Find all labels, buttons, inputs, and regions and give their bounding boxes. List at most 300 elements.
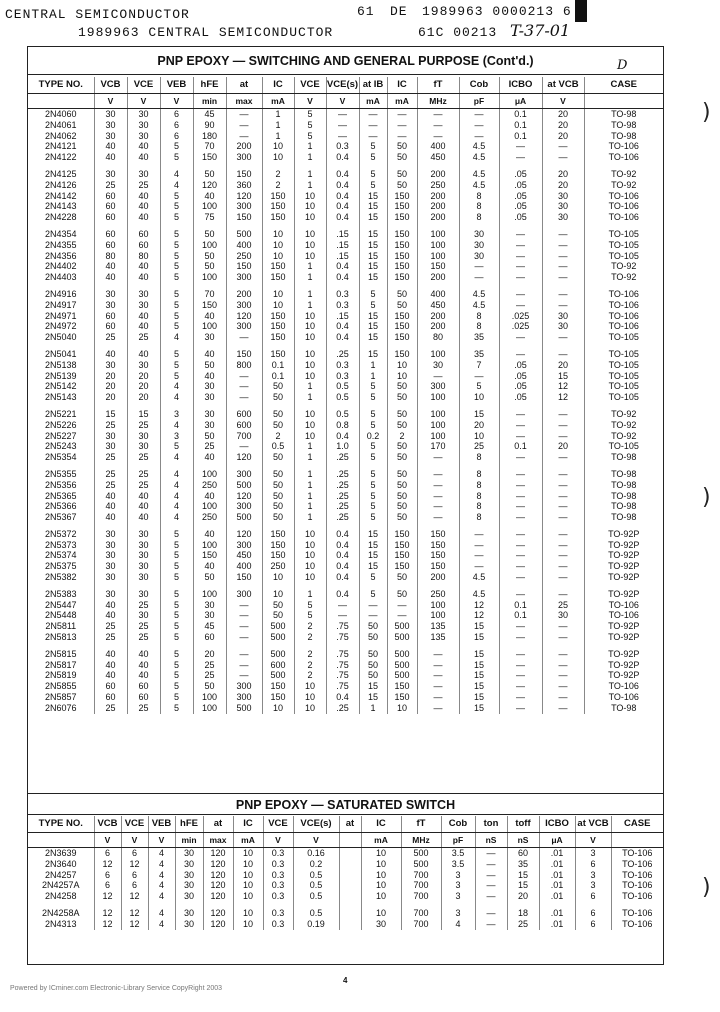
value-cell: 300 [226, 201, 262, 212]
value-cell: 25 [127, 180, 160, 191]
value-cell: 40 [94, 349, 127, 360]
unit-cell: V [94, 94, 127, 109]
value-cell: — [226, 392, 262, 403]
value-cell: — [459, 272, 499, 283]
value-cell: 20 [94, 371, 127, 382]
value-cell: 15 [359, 191, 387, 202]
part-number-cell: 2N5367 [44, 512, 77, 523]
value-cell: 5 [359, 392, 387, 403]
value-cell: 40 [193, 371, 226, 382]
value-cell: 5 [359, 589, 387, 600]
value-cell: 4 [148, 870, 175, 881]
value-cell: 700 [401, 870, 441, 881]
part-number-cell: 2N4125 [44, 168, 77, 179]
value-cell: .05 [499, 212, 542, 223]
value-cell: 10 [294, 321, 326, 332]
value-cell: — [499, 529, 542, 540]
value-cell: 400 [417, 289, 459, 300]
table-row [28, 109, 663, 120]
table-row [28, 919, 663, 930]
value-cell: 450 [226, 550, 262, 561]
value-cell: 150 [387, 311, 417, 322]
value-cell: 5 [160, 703, 193, 714]
table-row [28, 908, 663, 919]
part-number-cell: 2N5139 [44, 370, 77, 381]
value-cell: 50 [387, 141, 417, 152]
value-cell: 10 [361, 859, 401, 870]
value-cell: 5 [160, 229, 193, 240]
value-cell: 150 [226, 349, 262, 360]
value-cell: 10 [262, 152, 294, 163]
value-cell: 450 [417, 152, 459, 163]
value-cell: — [499, 272, 542, 283]
value-cell: 4 [160, 332, 193, 343]
unit-cell: pF [459, 94, 499, 109]
value-cell: — [226, 649, 262, 660]
value-cell: 50 [387, 441, 417, 452]
value-cell: 200 [226, 141, 262, 152]
part-number-cell: 2N4228 [44, 212, 77, 223]
value-cell: 50 [262, 610, 294, 621]
part-number-cell: 2N5373 [44, 539, 77, 550]
value-cell: 50 [193, 681, 226, 692]
value-cell: TO-92P [584, 561, 663, 572]
value-cell: .05 [499, 191, 542, 202]
value-cell: 4.5 [459, 152, 499, 163]
table-row [28, 561, 663, 572]
table-row [28, 589, 663, 600]
value-cell: 20 [459, 420, 499, 431]
value-cell: 150 [262, 550, 294, 561]
value-cell: — [542, 703, 584, 714]
value-cell: 0.3 [326, 300, 359, 311]
value-cell: 30 [94, 131, 127, 142]
value-cell: .25 [326, 512, 359, 523]
value-cell: 10 [262, 300, 294, 311]
value-cell: 60 [193, 632, 226, 643]
part-number-cell: 2N4142 [44, 190, 77, 201]
value-cell: 0.4 [326, 321, 359, 332]
value-cell: 500 [387, 621, 417, 632]
value-cell: 10 [361, 848, 401, 859]
value-cell: 0.3 [263, 891, 293, 902]
value-cell: 12 [121, 891, 148, 902]
value-cell: 30 [193, 381, 226, 392]
value-cell: 300 [226, 681, 262, 692]
value-cell: 50 [262, 512, 294, 523]
value-cell: — [542, 550, 584, 561]
value-cell: 10 [294, 409, 326, 420]
value-cell: 25 [127, 703, 160, 714]
value-cell: 30 [193, 332, 226, 343]
value-cell: 4 [441, 919, 475, 930]
value-cell: 15 [542, 371, 584, 382]
value-cell: 500 [401, 848, 441, 859]
value-cell: 20 [542, 441, 584, 452]
header-cell: at [339, 816, 361, 833]
table-row [28, 289, 663, 300]
value-cell: 100 [417, 409, 459, 420]
value-cell: — [499, 300, 542, 311]
value-cell: 0.5 [262, 441, 294, 452]
value-cell: 20 [542, 169, 584, 180]
value-cell: — [499, 409, 542, 420]
value-cell: TO-105 [584, 229, 663, 240]
value-cell: — [226, 600, 262, 611]
value-cell: 60 [94, 201, 127, 212]
table-row [28, 311, 663, 322]
value-cell: 15 [359, 272, 387, 283]
value-cell: 40 [193, 529, 226, 540]
value-cell: TO-106 [611, 919, 663, 930]
value-cell: — [499, 480, 542, 491]
value-cell: 10 [233, 919, 263, 930]
value-cell: 150 [387, 529, 417, 540]
value-cell: 50 [262, 501, 294, 512]
value-cell: 25 [127, 632, 160, 643]
value-cell: 0.1 [499, 109, 542, 120]
header-cell: VCB [94, 77, 127, 94]
value-cell: 40 [94, 660, 127, 671]
part-number-cell: 2N4402 [44, 261, 77, 272]
value-cell: 150 [262, 311, 294, 322]
unit-cell: mA [361, 833, 401, 848]
table-row [28, 880, 663, 891]
value-cell: TO-106 [584, 300, 663, 311]
value-cell: 5 [359, 300, 387, 311]
value-cell: 1 [294, 272, 326, 283]
value-cell: 10 [294, 550, 326, 561]
value-cell: .05 [499, 201, 542, 212]
value-cell: 25 [127, 420, 160, 431]
table-row [28, 240, 663, 251]
unit-cell: min [193, 94, 226, 109]
header-cell: TYPE NO. [28, 816, 94, 833]
value-cell: — [542, 332, 584, 343]
part-number-cell: 2N4972 [44, 321, 77, 332]
value-cell: 10 [233, 859, 263, 870]
value-cell: — [499, 452, 542, 463]
header-cell: VCE [121, 816, 148, 833]
table-row [28, 610, 663, 621]
table-row [28, 491, 663, 502]
value-cell: 5 [359, 491, 387, 502]
value-cell: — [542, 229, 584, 240]
value-cell: TO-106 [611, 859, 663, 870]
value-cell: .15 [326, 229, 359, 240]
unit-cell [339, 833, 361, 848]
value-cell: 40 [127, 649, 160, 660]
table-row [28, 431, 663, 442]
part-number-cell: 2N5372 [44, 528, 77, 539]
value-cell: 5 [160, 632, 193, 643]
table1-body [28, 109, 663, 714]
punch-mark-2: ) [702, 485, 711, 510]
value-cell: 50 [193, 572, 226, 583]
value-cell: 150 [262, 692, 294, 703]
value-cell: 5 [160, 589, 193, 600]
value-cell: 150 [226, 169, 262, 180]
value-cell: 30 [127, 529, 160, 540]
value-cell: 30 [94, 441, 127, 452]
datasheet-frame [27, 46, 664, 965]
value-cell: 25 [127, 600, 160, 611]
value-cell: 5 [160, 550, 193, 561]
value-cell: 10 [361, 908, 401, 919]
value-cell: 5 [359, 480, 387, 491]
table-row [28, 632, 663, 643]
value-cell: 5 [160, 272, 193, 283]
value-cell: 300 [226, 692, 262, 703]
value-cell: 4 [148, 891, 175, 902]
value-cell: .25 [326, 491, 359, 502]
value-cell: 50 [387, 381, 417, 392]
value-cell: 12 [94, 919, 121, 930]
value-cell: — [499, 251, 542, 262]
value-cell: 150 [262, 261, 294, 272]
value-cell: — [459, 120, 499, 131]
unit-cell [584, 94, 663, 109]
value-cell: 150 [262, 529, 294, 540]
value-cell: 25 [193, 660, 226, 671]
value-cell: 6 [121, 870, 148, 881]
table-row [28, 360, 663, 371]
value-cell: 120 [203, 880, 233, 891]
value-cell: — [326, 109, 359, 120]
value-cell: 75 [193, 212, 226, 223]
part-number-cell: 2N5813 [44, 632, 77, 643]
value-cell: 12 [542, 381, 584, 392]
value-cell: 30 [94, 300, 127, 311]
value-cell: 4 [148, 859, 175, 870]
value-cell: 10 [459, 431, 499, 442]
table-row [28, 261, 663, 272]
value-cell: 2 [294, 649, 326, 660]
value-cell: — [499, 512, 542, 523]
header-cell: fT [401, 816, 441, 833]
value-cell: 4 [148, 908, 175, 919]
value-cell: — [499, 621, 542, 632]
punch-mark-3: ) [702, 875, 711, 900]
value-cell: TO-98 [584, 469, 663, 480]
value-cell: 150 [387, 201, 417, 212]
value-cell: 200 [226, 289, 262, 300]
value-cell: 40 [193, 311, 226, 322]
value-cell: 30 [175, 919, 203, 930]
value-cell: 40 [127, 191, 160, 202]
value-cell: — [542, 561, 584, 572]
value-cell: 30 [193, 610, 226, 621]
value-cell: — [226, 670, 262, 681]
value-cell: 30 [94, 572, 127, 583]
value-cell: 4 [160, 452, 193, 463]
value-cell: 0.4 [326, 332, 359, 343]
value-cell: — [499, 261, 542, 272]
value-cell: 0.4 [326, 529, 359, 540]
value-cell: 40 [127, 311, 160, 322]
value-cell: 50 [193, 431, 226, 442]
value-cell: 500 [387, 670, 417, 681]
header-cell: ton [475, 816, 507, 833]
value-cell: TO-105 [584, 381, 663, 392]
unit-cell: nS [475, 833, 507, 848]
value-cell: .75 [326, 660, 359, 671]
value-cell: 5 [359, 409, 387, 420]
value-cell: 200 [417, 212, 459, 223]
value-cell: TO-98 [584, 120, 663, 131]
value-cell: 30 [94, 589, 127, 600]
value-cell: 0.2 [293, 859, 339, 870]
value-cell: 0.4 [326, 589, 359, 600]
unit-cell: V [542, 94, 584, 109]
value-cell: 30 [127, 109, 160, 120]
value-cell: 5 [294, 109, 326, 120]
value-cell: .25 [326, 501, 359, 512]
value-cell: 120 [226, 491, 262, 502]
value-cell: TO-106 [584, 141, 663, 152]
table-row [28, 529, 663, 540]
value-cell: 150 [226, 261, 262, 272]
value-cell: 30 [459, 229, 499, 240]
value-cell: 10 [262, 703, 294, 714]
value-cell: .15 [326, 311, 359, 322]
value-cell: 30 [94, 360, 127, 371]
table-row [28, 201, 663, 212]
value-cell: 120 [226, 311, 262, 322]
value-cell: — [499, 501, 542, 512]
value-cell: 40 [193, 191, 226, 202]
value-cell: 100 [417, 600, 459, 611]
value-cell: 5 [294, 131, 326, 142]
value-cell: TO-92P [584, 572, 663, 583]
value-cell: 30 [127, 540, 160, 551]
value-cell: 200 [417, 321, 459, 332]
value-cell: — [542, 540, 584, 551]
value-cell: 6 [94, 880, 121, 891]
value-cell: 0.5 [326, 392, 359, 403]
value-cell: 0.1 [499, 441, 542, 452]
value-cell: 15 [359, 261, 387, 272]
value-cell: 20 [507, 891, 539, 902]
value-cell: 5 [160, 441, 193, 452]
table-row [28, 452, 663, 463]
value-cell: — [499, 703, 542, 714]
value-cell: 1 [294, 169, 326, 180]
value-cell: 10 [294, 703, 326, 714]
value-cell: 600 [226, 420, 262, 431]
unit-cell: mA [387, 94, 417, 109]
value-cell: 5 [160, 572, 193, 583]
value-cell: 50 [193, 360, 226, 371]
value-cell: TO-92P [584, 540, 663, 551]
value-cell: 8 [459, 191, 499, 202]
value-cell: — [226, 660, 262, 671]
value-cell: TO-106 [584, 610, 663, 621]
value-cell: 12 [94, 908, 121, 919]
value-cell: 10 [361, 891, 401, 902]
value-cell: 100 [417, 349, 459, 360]
value-cell: 100 [417, 229, 459, 240]
value-cell: — [417, 501, 459, 512]
part-number-cell: 2N5815 [44, 648, 77, 659]
value-cell: 25 [127, 452, 160, 463]
part-number-cell: 2N4356 [44, 250, 77, 261]
value-cell: — [459, 529, 499, 540]
part-number-cell: 2N5365 [44, 490, 77, 501]
table1-units-row [28, 94, 663, 109]
value-cell: 5 [160, 261, 193, 272]
value-cell: 5 [160, 141, 193, 152]
part-number-cell: 2N5355 [44, 468, 77, 479]
value-cell: 8 [459, 469, 499, 480]
value-cell: 10 [262, 251, 294, 262]
value-cell: .75 [326, 621, 359, 632]
value-cell: 100 [193, 321, 226, 332]
value-cell: 0.5 [293, 870, 339, 881]
value-cell: 5 [359, 420, 387, 431]
value-cell: — [417, 692, 459, 703]
value-cell: 15 [459, 670, 499, 681]
part-number-cell: 2N4257 [44, 869, 77, 880]
value-cell: 50 [387, 589, 417, 600]
table-row [28, 120, 663, 131]
value-cell: TO-105 [584, 251, 663, 262]
table-row [28, 692, 663, 703]
value-cell: 135 [417, 621, 459, 632]
value-cell: 40 [193, 349, 226, 360]
value-cell: 50 [262, 409, 294, 420]
value-cell: TO-106 [584, 289, 663, 300]
value-cell: 3 [441, 880, 475, 891]
value-cell: 0.1 [262, 371, 294, 382]
value-cell: 150 [193, 300, 226, 311]
value-cell: 15 [359, 251, 387, 262]
value-cell: 5 [359, 469, 387, 480]
value-cell: 150 [417, 261, 459, 272]
value-cell: — [542, 272, 584, 283]
value-cell: 10 [294, 371, 326, 382]
value-cell: 30 [94, 109, 127, 120]
value-cell: — [542, 240, 584, 251]
value-cell: 35 [459, 332, 499, 343]
value-cell: 10 [294, 572, 326, 583]
value-cell: 1 [294, 180, 326, 191]
value-cell: 100 [193, 501, 226, 512]
table1 [28, 77, 663, 714]
value-cell: 200 [417, 572, 459, 583]
value-cell: 10 [233, 848, 263, 859]
value-cell: — [417, 480, 459, 491]
value-cell: 10 [294, 561, 326, 572]
value-cell: — [542, 289, 584, 300]
value-cell: 120 [203, 870, 233, 881]
value-cell: 2 [262, 180, 294, 191]
value-cell: 15 [359, 349, 387, 360]
value-cell: 0.4 [326, 550, 359, 561]
value-cell: 50 [387, 300, 417, 311]
value-cell: 15 [459, 681, 499, 692]
value-cell: 6 [94, 848, 121, 859]
part-number-cell: 2N4403 [44, 272, 77, 283]
value-cell: 0.4 [326, 692, 359, 703]
unit-cell: V [121, 833, 148, 848]
value-cell: 700 [401, 880, 441, 891]
header-cell: at [226, 77, 262, 94]
value-cell: 50 [387, 392, 417, 403]
header-black-bar [575, 0, 587, 22]
value-cell: 6 [160, 109, 193, 120]
value-cell: — [459, 540, 499, 551]
